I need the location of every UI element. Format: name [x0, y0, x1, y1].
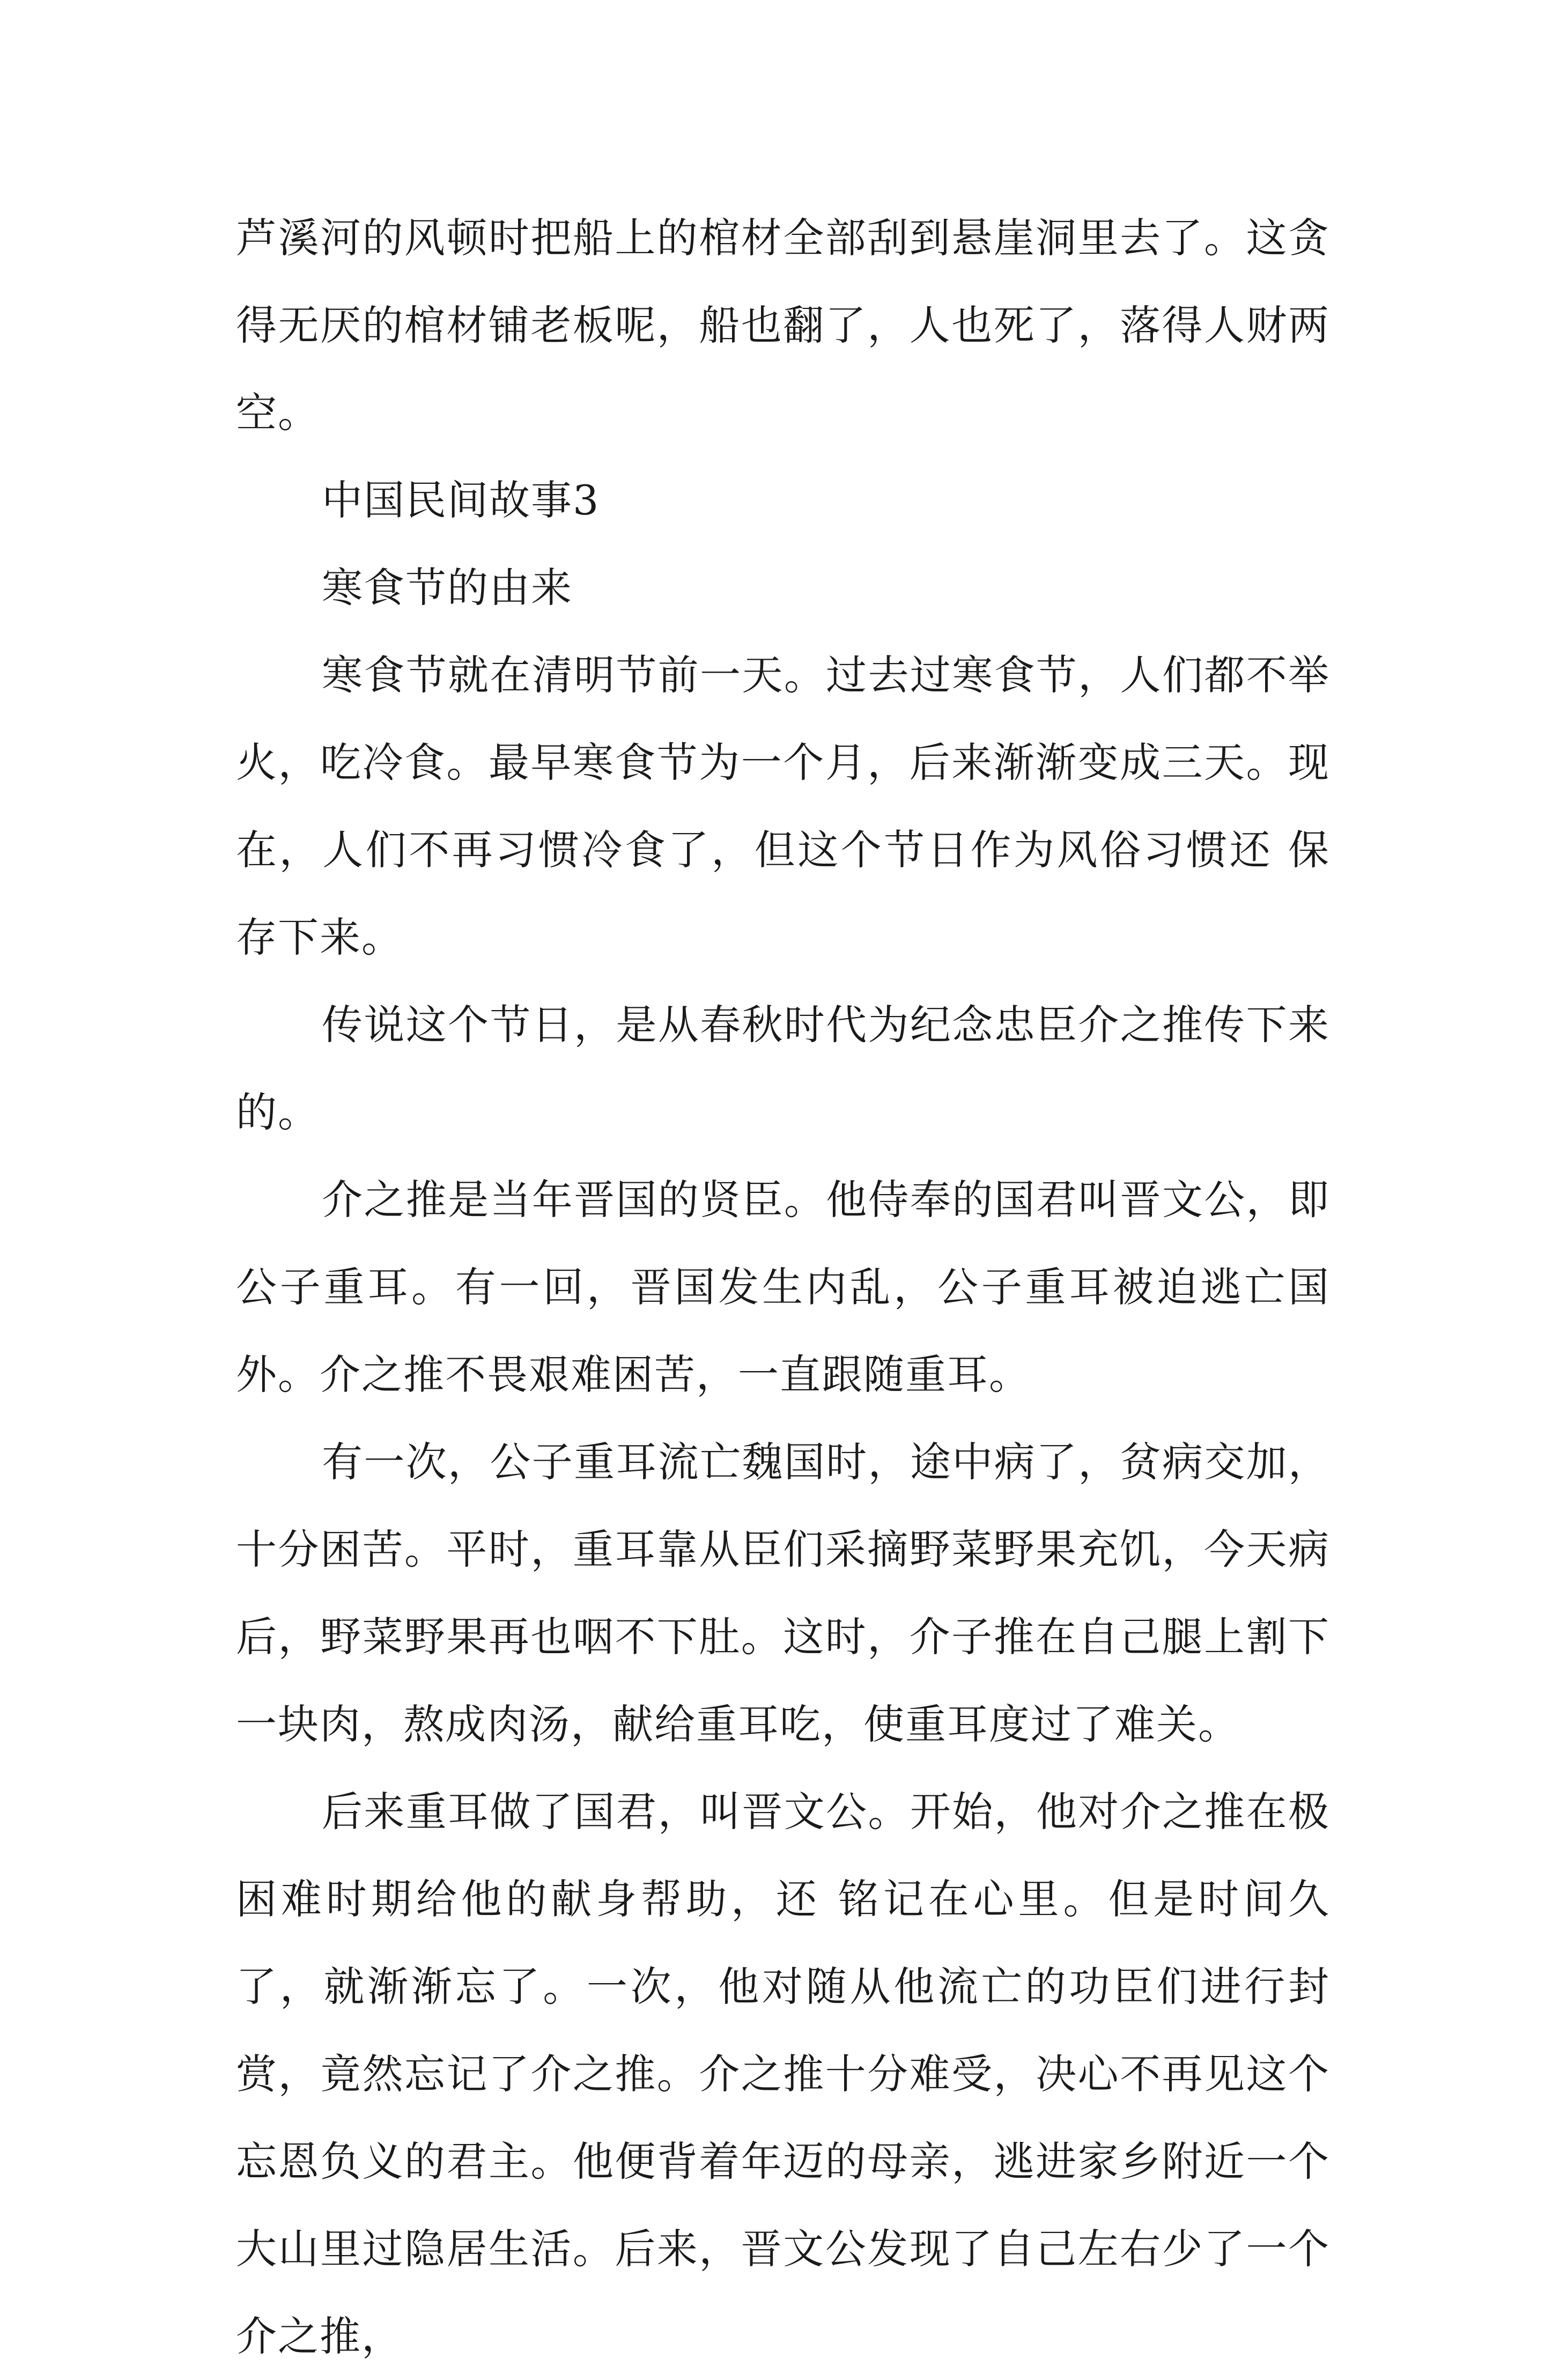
section-heading: 中国民间故事3 [322, 476, 600, 524]
paragraph-8: 后来重耳做了国君，叫晋文公。开始，他对介之推在极困难时期给他的献身帮助，还 铭记在心里。但是时间久了，就渐渐忘了。一次，他对随从他流亡的功臣们进行封赏，竟然忘记了介之推。介之推十分难受，决心不再见这个忘恩负义的君主。他便背着年迈的母亲，逃进家乡附近一个大山里过隐居生活。后来，晋文公发现了自己左右少了一个介之推， [236, 1788, 1330, 2360]
body-text [236, 194, 1330, 2380]
paragraph-4: 寒食节就在清明节前一天。过去过寒食节，人们都不举火，吃冷食。最早寒食节为一个月，后来渐渐变成三天。现在，人们不再习惯冷食了，但这个节日作为风俗习惯还 保存下来。 [236, 651, 1330, 961]
paragraph-6: 介之推是当年晋国的贤臣。他侍奉的国君叫晋文公，即公子重耳。有一回，晋国发生内乱，公子重耳被迫逃亡国外。介之推不畏艰难困苦，一直跟随重耳。 [236, 1176, 1330, 1398]
paragraph-1: 芦溪河的风顿时把船上的棺材全部刮到悬崖洞里去了。这贪得无厌的棺材铺老板呢，船也翻了，人也死了，落得人财两空。 [236, 214, 1330, 437]
story-title: 寒食节的由来 [322, 564, 573, 611]
paragraph-5: 传说这个节日，是从春秋时代为纪念忠臣介之推传下来的。 [236, 1001, 1330, 1136]
paragraph-7: 有一次，公子重耳流亡魏国时，途中病了，贫病交加，十分困苦。平时，重耳靠从臣们采摘野菜野果充饥，今天病后，野菜野果再也咽不下肚。这时，介子推在自己腿上割下一块肉，熬成肉汤，献给重耳吃，使重耳度过了难关。 [236, 1438, 1330, 1748]
